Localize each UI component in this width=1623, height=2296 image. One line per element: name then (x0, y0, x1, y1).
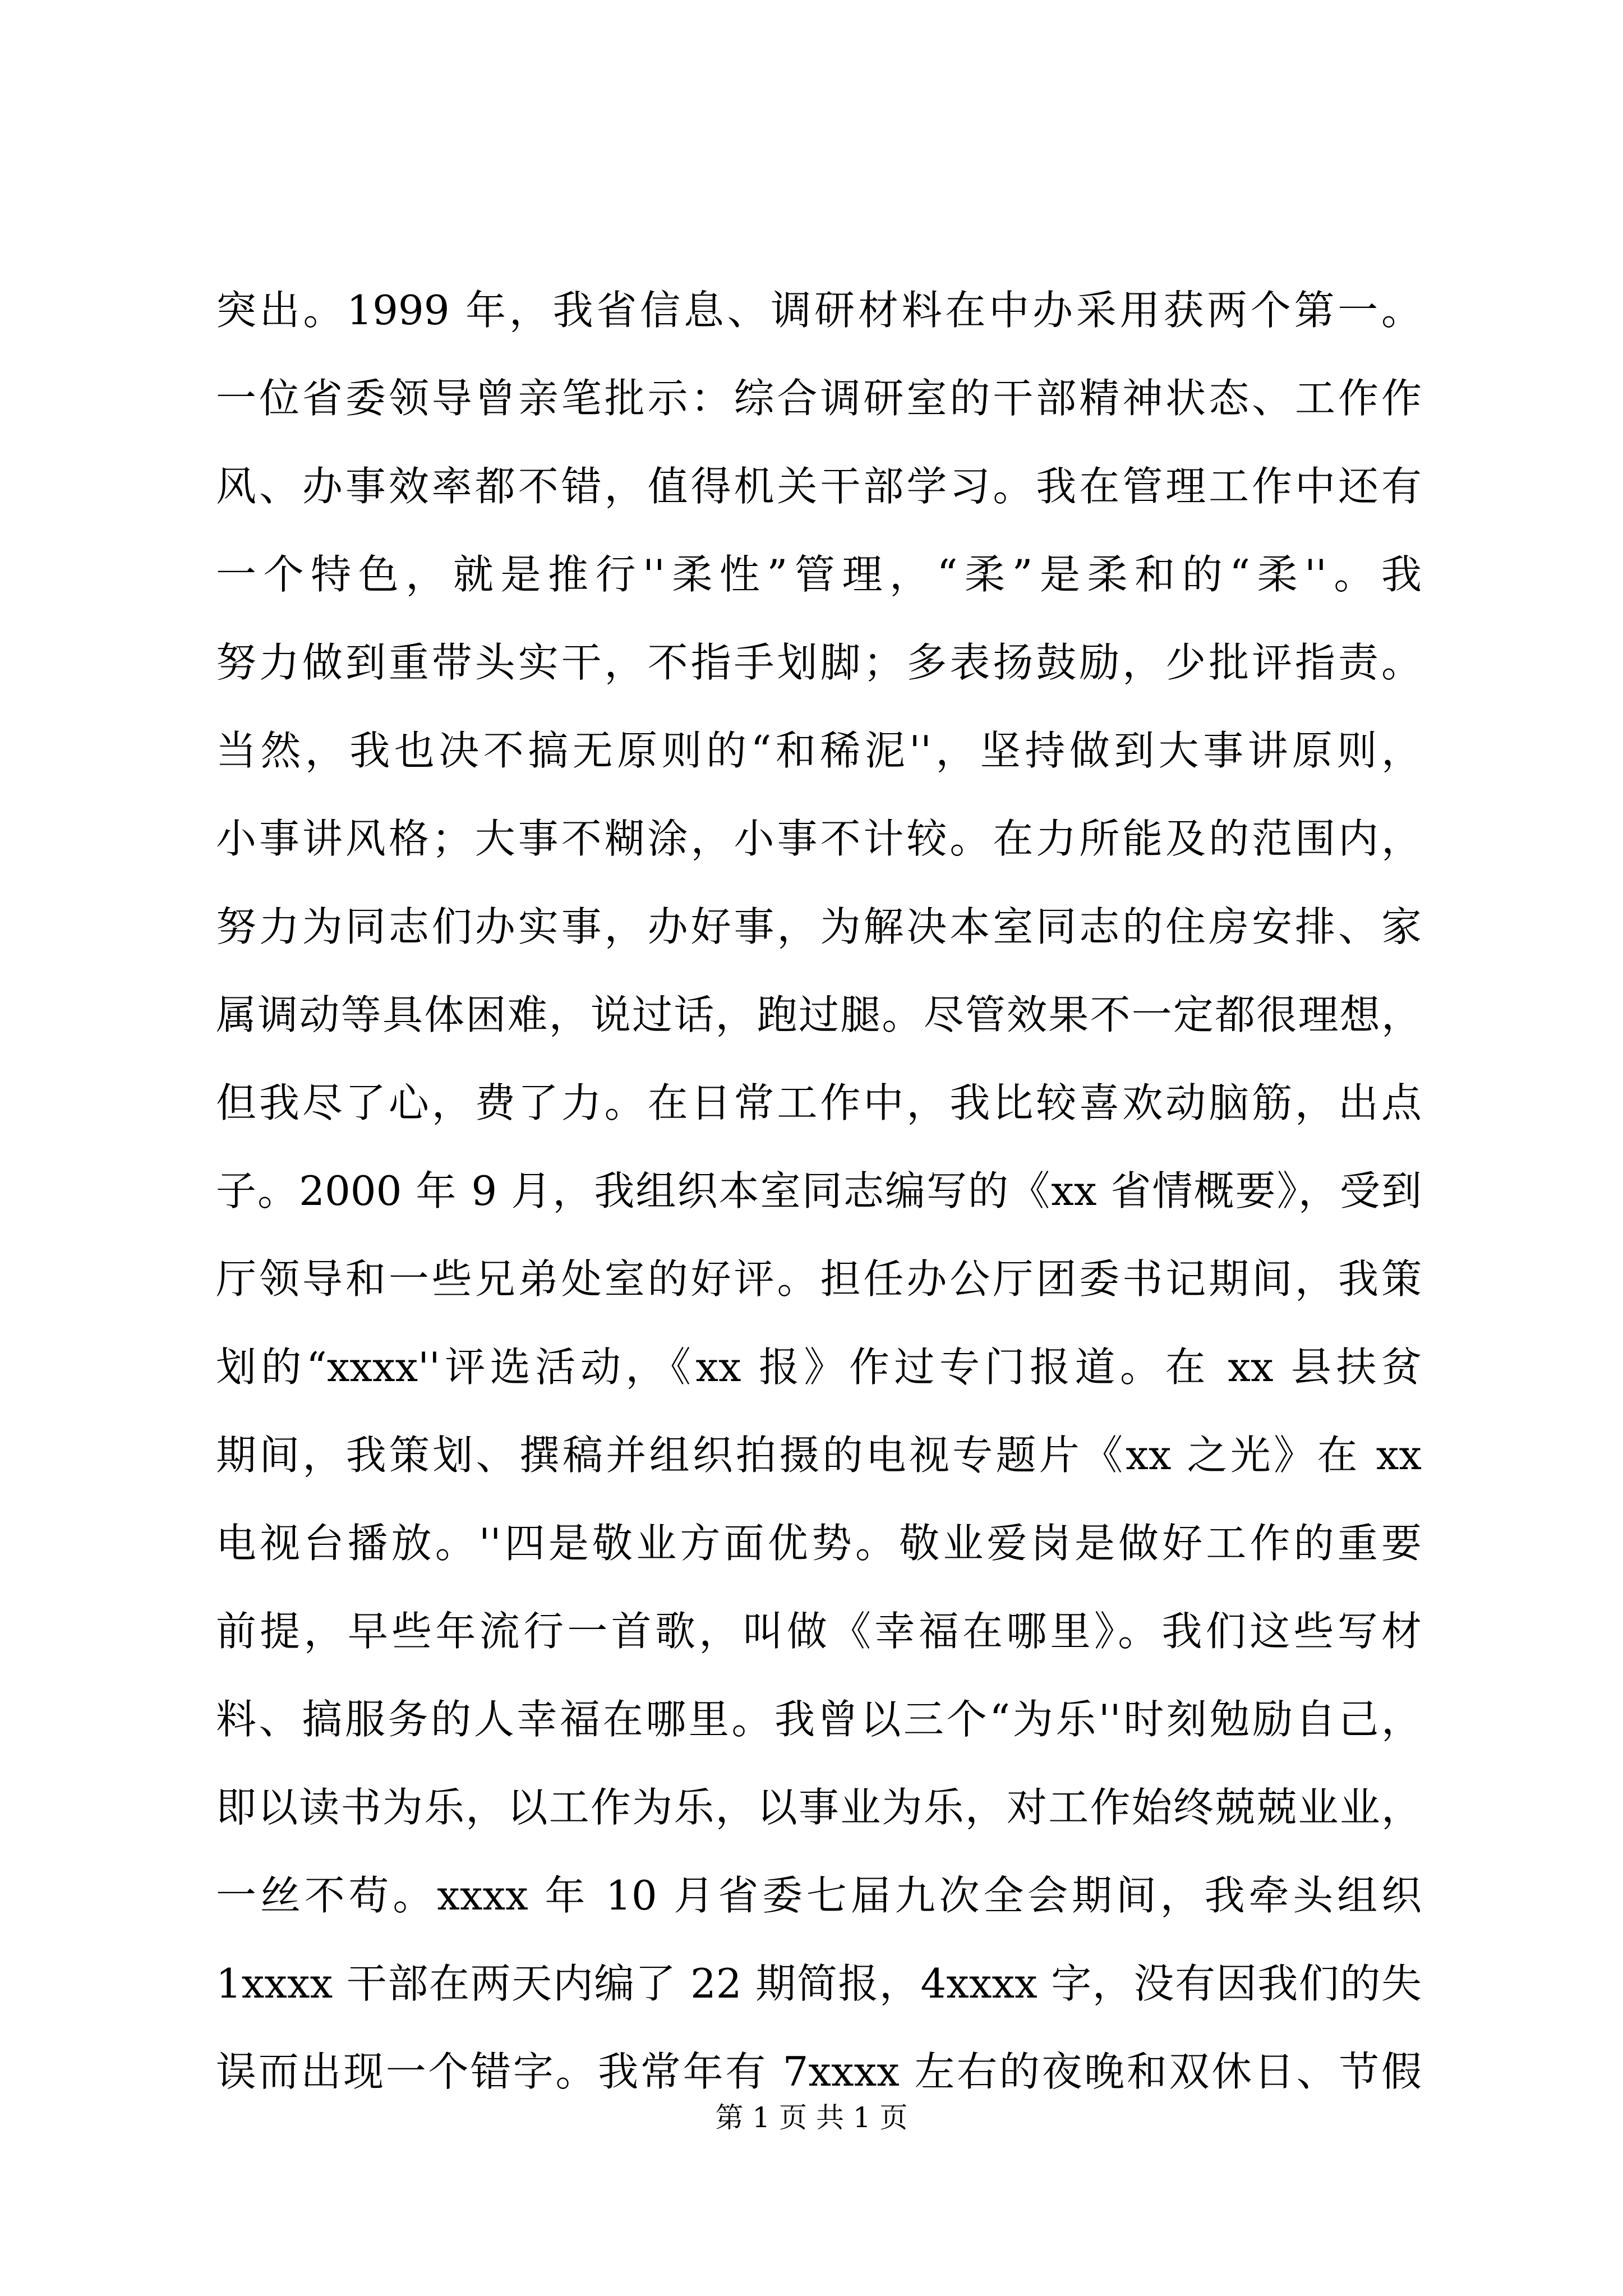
text-line: 子。2000 年 9 月，我组织本室同志编写的《xx 省情概要》，受到 (216, 1167, 1422, 1214)
text-line: 1xxxx 干部在两天内编了 22 期简报，4xxxx 字，没有因我们的失 (216, 1960, 1422, 2007)
text-line: 当然，我也决不搞无原则的“和稀泥''，坚持做到大事讲原则， (216, 727, 1422, 774)
text-line: 期间，我策划、撰稿并组织拍摄的电视专题片《xx 之光》在 xx (216, 1432, 1422, 1479)
text-line: 厅领导和一些兄弟处室的好评。担任办公厅团委书记期间，我策 (216, 1255, 1422, 1303)
text-line: 前提，早些年流行一首歌，叫做《幸福在哪里》。我们这些写材 (216, 1608, 1422, 1655)
text-line: 即以读书为乐，以工作为乐，以事业为乐，对工作始终兢兢业业， (216, 1784, 1422, 1831)
text-line: 一个特色，就是推行''柔性”管理，“柔”是柔和的“柔''。我 (216, 551, 1422, 598)
page-footer: 第 1 页 共 1 页 (715, 2101, 908, 2134)
text-line: 突出。1999 年，我省信息、调研材料在中办采用获两个第一。 (216, 287, 1422, 334)
text-line: 小事讲风格；大事不糊涂，小事不计较。在力所能及的范围内， (216, 815, 1422, 862)
text-line: 但我尽了心，费了力。在日常工作中，我比较喜欢动脑筋，出点 (216, 1079, 1422, 1126)
body-text (216, 266, 1422, 2116)
text-line: 一位省委领导曾亲笔批示：综合调研室的干部精神状态、工作作 (216, 375, 1422, 422)
text-line: 电视台播放。''四是敬业方面优势。敬业爱岗是做好工作的重要 (216, 1520, 1422, 1567)
text-line: 努力做到重带头实干，不指手划脚；多表扬鼓励，少批评指责。 (216, 639, 1422, 686)
text-line: 划的“xxxx''评选活动，《xx 报》作过专门报道。在 xx 县扶贫 (216, 1343, 1422, 1391)
text-line: 料、搞服务的人幸福在哪里。我曾以三个“为乐''时刻勉励自己， (216, 1696, 1422, 1743)
text-line: 一丝不苟。xxxx 年 10 月省委七届九次全会期间，我牵头组织 (216, 1872, 1422, 1919)
text-line: 属调动等具体困难，说过话，跑过腿。尽管效果不一定都很理想， (216, 991, 1422, 1038)
text-line: 努力为同志们办实事，办好事，为解决本室同志的住房安排、家 (216, 903, 1422, 950)
text-line: 风、办事效率都不错，值得机关干部学习。我在管理工作中还有 (216, 463, 1422, 510)
text-line: 误而出现一个错字。我常年有 7xxxx 左右的夜晚和双休日、节假 (216, 2048, 1422, 2095)
